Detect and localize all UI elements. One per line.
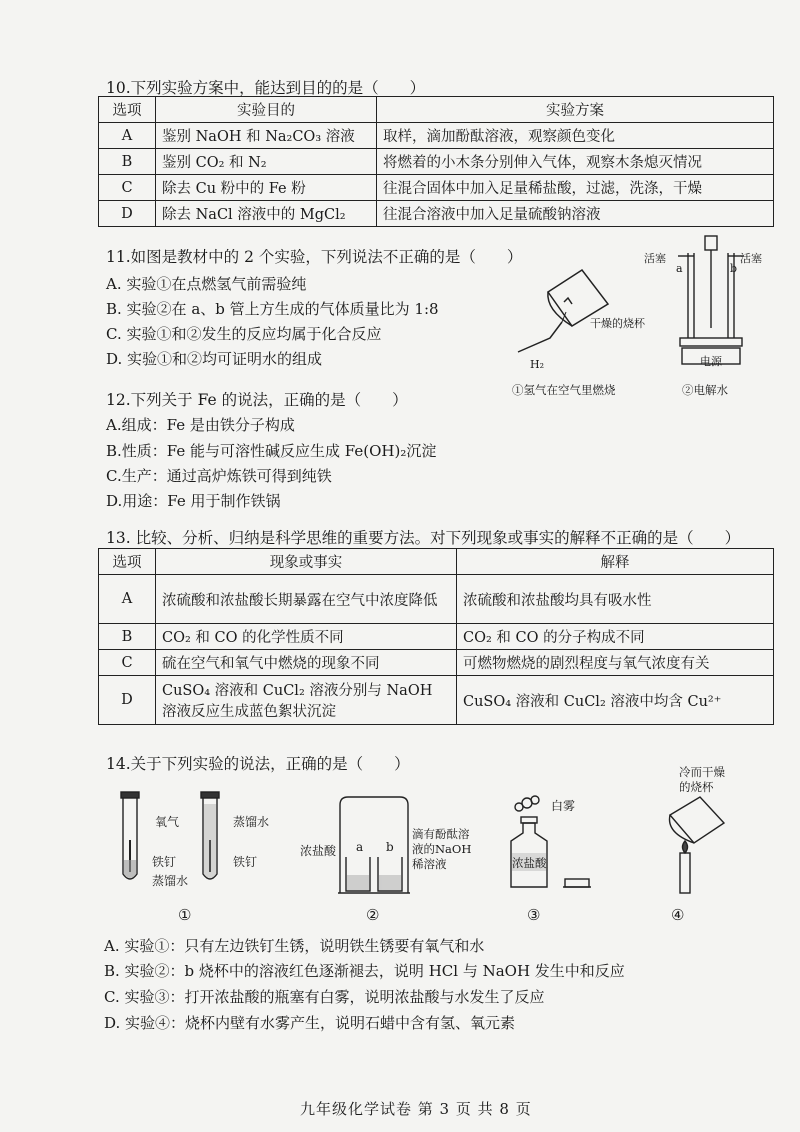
oxygen-label: 氧气: [155, 815, 180, 829]
phenolphthalein-label-line3: 稀溶液: [412, 857, 447, 871]
q11-stem: 11.如图是教材中的 2 个实验，下列说法不正确的是（ ）: [106, 248, 523, 266]
q12-option-d: D.用途：Fe 用于制作铁锅: [106, 492, 281, 510]
q14-option-a: A. 实验①：只有左边铁钉生锈，说明铁生锈要有氧气和水: [104, 937, 485, 955]
distilled-water-top-label: 蒸馏水: [233, 815, 270, 829]
q10-table: [98, 96, 774, 227]
fact-cell: CO₂ 和 CO 的化学性质不同: [156, 624, 457, 650]
table-row: [99, 149, 774, 175]
iron-nail-left-label: 铁钉: [152, 855, 177, 869]
option-cell: A: [99, 575, 156, 624]
beaker-b-label: b: [386, 840, 394, 854]
q14-stem: 14.关于下列实验的说法，正确的是（ ）: [106, 755, 410, 773]
option-cell: D: [99, 676, 156, 725]
table-row: [99, 175, 774, 201]
purpose-cell: 鉴别 NaOH 和 Na₂CO₃ 溶液: [156, 123, 377, 149]
cold-beaker-label-line1: 冷而干燥: [679, 765, 725, 779]
option-cell: C: [99, 650, 156, 676]
figure-number-2: ②: [366, 906, 380, 924]
explanation-cell: CuSO₄ 溶液和 CuCl₂ 溶液中均含 Cu²⁺: [457, 676, 774, 725]
caption-electrolysis: ②电解水: [682, 383, 728, 397]
table-header-row: [99, 549, 774, 575]
plan-cell: 将燃着的小木条分别伸入气体，观察木条熄灭情况: [377, 149, 774, 175]
explanation-cell: 浓硫酸和浓盐酸均具有吸水性: [457, 575, 774, 624]
q12-option-b: B.性质：Fe 能与可溶性碱反应生成 Fe(OH)₂沉淀: [106, 442, 437, 460]
q12-stem: 12.下列关于 Fe 的说法，正确的是（ ）: [106, 391, 408, 409]
q11-option-c: C. 实验①和②发生的反应均属于化合反应: [106, 325, 382, 343]
q14-option-c: C. 实验③：打开浓盐酸的瓶塞有白雾，说明浓盐酸与水发生了反应: [104, 988, 545, 1006]
plan-cell: 往混合溶液中加入足量硫酸钠溶液: [377, 201, 774, 227]
option-cell: A: [99, 123, 156, 149]
table-row: [99, 676, 774, 725]
white-fog-label: 白雾: [551, 799, 576, 813]
option-cell: B: [99, 624, 156, 650]
conc-hcl-beaker-label: 浓盐酸: [300, 844, 337, 858]
table-header-row: [99, 97, 774, 123]
table-row: [99, 624, 774, 650]
page-footer: 九年级化学试卷 第 3 页 共 8 页: [300, 1100, 532, 1118]
explanation-cell: 可燃物燃烧的剧烈程度与氧气浓度有关: [457, 650, 774, 676]
figure-number-4: ④: [671, 906, 685, 924]
q14-option-d: D. 实验④：烧杯内壁有水雾产生，说明石蜡中含有氢、氧元素: [104, 1014, 516, 1032]
cold-beaker-label-line2: 的烧杯: [679, 780, 714, 794]
explanation-cell: CO₂ 和 CO 的分子构成不同: [457, 624, 774, 650]
q11-option-d: D. 实验①和②均可证明水的组成: [106, 350, 323, 368]
fact-cell: 浓硫酸和浓盐酸长期暴露在空气中浓度降低: [156, 575, 457, 624]
option-cell: D: [99, 201, 156, 227]
candle-cold-beaker-figure: [660, 795, 730, 895]
hcl-bottle-figure: [505, 795, 595, 895]
purpose-cell: 鉴别 CO₂ 和 N₂: [156, 149, 377, 175]
q11-option-b: B. 实验②在 a、b 管上方生成的气体质量比为 1:8: [106, 300, 439, 318]
valve-right-label: 活塞: [740, 252, 762, 265]
q12-option-a: A.组成：Fe 是由铁分子构成: [106, 416, 295, 434]
fact-cell: 硫在空气和氧气中燃烧的现象不同: [156, 650, 457, 676]
tube-a-label: a: [676, 262, 683, 275]
header-plan: 实验方案: [377, 97, 774, 123]
table-row: [99, 123, 774, 149]
tube-b-label: b: [730, 262, 738, 275]
caption-hydrogen-burning: ①氢气在空气里燃烧: [512, 383, 616, 397]
plan-cell: 往混合固体中加入足量稀盐酸，过滤，洗涤，干燥: [377, 175, 774, 201]
iron-nail-right-label: 铁钉: [233, 855, 258, 869]
q13-stem: 13. 比较、分析、归纳是科学思维的重要方法。对下列现象或事实的解释不正确的是（ ）: [106, 529, 741, 547]
header-option: 选项: [99, 97, 156, 123]
table-row: [99, 650, 774, 676]
h2-label: H₂: [530, 358, 545, 371]
purpose-cell: 除去 NaCl 溶液中的 MgCl₂: [156, 201, 377, 227]
fact-cell: CuSO₄ 溶液和 CuCl₂ 溶液分别与 NaOH 溶液反应生成蓝色絮状沉淀: [156, 676, 457, 725]
phenolphthalein-label-line2: 液的NaOH: [412, 842, 472, 856]
valve-left-label: 活塞: [644, 252, 666, 265]
plan-cell: 取样，滴加酚酞溶液，观察颜色变化: [377, 123, 774, 149]
power-supply-label: 电源: [700, 355, 722, 368]
header-fact: 现象或事实: [156, 549, 457, 575]
header-explanation: 解释: [457, 549, 774, 575]
table-row: [99, 575, 774, 624]
q14-option-b: B. 实验②：b 烧杯中的溶液红色逐渐褪去，说明 HCl 与 NaOH 发生中和反应: [104, 962, 625, 980]
option-cell: B: [99, 149, 156, 175]
dry-beaker-label: 干燥的烧杯: [590, 317, 645, 330]
distilled-water-bottom-label: 蒸馏水: [152, 874, 189, 888]
bell-jar-beakers-figure: [338, 795, 410, 895]
q11-option-a: A. 实验①在点燃氢气前需验纯: [106, 275, 307, 293]
table-row: [99, 201, 774, 227]
header-purpose: 实验目的: [156, 97, 377, 123]
bottle-label: 浓盐酸: [512, 856, 547, 870]
q12-option-c: C.生产：通过高炉炼铁可得到纯铁: [106, 467, 332, 485]
option-cell: C: [99, 175, 156, 201]
figure-number-1: ①: [178, 906, 192, 924]
header-option: 选项: [99, 549, 156, 575]
purpose-cell: 除去 Cu 粉中的 Fe 粉: [156, 175, 377, 201]
beaker-a-label: a: [356, 840, 364, 854]
figure-number-3: ③: [527, 906, 541, 924]
q10-stem: 10.下列实验方案中，能达到目的的是（ ）: [106, 79, 426, 97]
phenolphthalein-label-line1: 滴有酚酞溶: [412, 827, 470, 841]
q13-table: [98, 548, 774, 725]
